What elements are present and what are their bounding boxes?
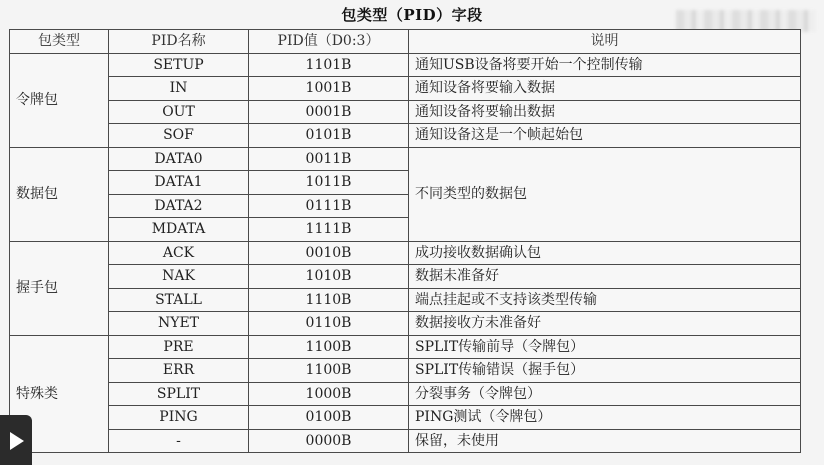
pid-name-cell: IN	[109, 77, 249, 101]
description-cell: 通知设备这是一个帧起始包	[409, 124, 801, 148]
pid-name-cell: OUT	[109, 100, 249, 124]
table-caption: 包类型（PID）字段	[341, 6, 483, 24]
pid-value-cell: 1111B	[249, 218, 409, 242]
pid-value-cell: 0011B	[249, 147, 409, 171]
pid-name-cell: ACK	[109, 241, 249, 265]
category-cell: 数据包	[10, 147, 109, 241]
table-row	[10, 335, 801, 359]
pid-value-cell: 1110B	[249, 288, 409, 312]
table-row	[10, 382, 801, 406]
description-cell: 通知设备将要输出数据	[409, 100, 801, 124]
description-cell: PING测试（令牌包）	[409, 406, 801, 430]
pid-name-cell: DATA0	[109, 147, 249, 171]
table-header-row	[10, 30, 801, 54]
pid-name-cell: DATA2	[109, 194, 249, 218]
pid-value-cell: 0010B	[249, 241, 409, 265]
description-cell: 端点挂起或不支持该类型传输	[409, 288, 801, 312]
pid-name-cell: ERR	[109, 359, 249, 383]
pid-name-cell: MDATA	[109, 218, 249, 242]
description-cell: 通知设备将要输入数据	[409, 77, 801, 101]
pid-value-cell: 0000B	[249, 429, 409, 453]
header-pid-name: PID名称	[109, 30, 249, 54]
table-row	[10, 288, 801, 312]
description-cell: 通知USB设备将要开始一个控制传输	[409, 53, 801, 77]
pid-value-cell: 1100B	[249, 335, 409, 359]
table-row	[10, 53, 801, 77]
pid-name-cell: -	[109, 429, 249, 453]
table-row	[10, 359, 801, 383]
pid-value-cell: 1001B	[249, 77, 409, 101]
pid-value-cell: 0100B	[249, 406, 409, 430]
pid-name-cell: STALL	[109, 288, 249, 312]
description-cell: 成功接收数据确认包	[409, 241, 801, 265]
category-cell: 令牌包	[10, 53, 109, 147]
table-row	[10, 147, 801, 171]
header-pid-value: PID值（D0:3）	[249, 30, 409, 54]
table-row	[10, 124, 801, 148]
category-cell: 握手包	[10, 241, 109, 335]
pid-name-cell: SPLIT	[109, 382, 249, 406]
description-cell: 数据未准备好	[409, 265, 801, 289]
pid-value-cell: 0111B	[249, 194, 409, 218]
pid-table	[9, 29, 801, 453]
description-cell: 分裂事务（令牌包）	[409, 382, 801, 406]
pid-value-cell: 1101B	[249, 53, 409, 77]
table-row	[10, 100, 801, 124]
table-row	[10, 265, 801, 289]
table-row	[10, 429, 801, 453]
pid-value-cell: 1010B	[249, 265, 409, 289]
description-cell: SPLIT传输前导（令牌包）	[409, 335, 801, 359]
pid-value-cell: 1100B	[249, 359, 409, 383]
category-cell: 特殊类	[10, 335, 109, 453]
pid-value-cell: 1011B	[249, 171, 409, 195]
pid-name-cell: NYET	[109, 312, 249, 336]
pid-name-cell: DATA1	[109, 171, 249, 195]
pid-name-cell: SETUP	[109, 53, 249, 77]
table-row	[10, 241, 801, 265]
header-description: 说明	[409, 30, 801, 54]
play-icon[interactable]	[0, 415, 32, 465]
table-row	[10, 77, 801, 101]
pid-value-cell: 0110B	[249, 312, 409, 336]
description-cell: 数据接收方未准备好	[409, 312, 801, 336]
description-cell: 保留，未使用	[409, 429, 801, 453]
pid-name-cell: NAK	[109, 265, 249, 289]
pid-name-cell: PING	[109, 406, 249, 430]
description-cell: SPLIT传输错误（握手包）	[409, 359, 801, 383]
table-row	[10, 312, 801, 336]
table-row	[10, 406, 801, 430]
pid-value-cell: 0001B	[249, 100, 409, 124]
pid-value-cell: 0101B	[249, 124, 409, 148]
pid-name-cell: SOF	[109, 124, 249, 148]
description-cell: 不同类型的数据包	[409, 147, 801, 241]
pid-value-cell: 1000B	[249, 382, 409, 406]
pid-name-cell: PRE	[109, 335, 249, 359]
header-category: 包类型	[10, 30, 109, 54]
